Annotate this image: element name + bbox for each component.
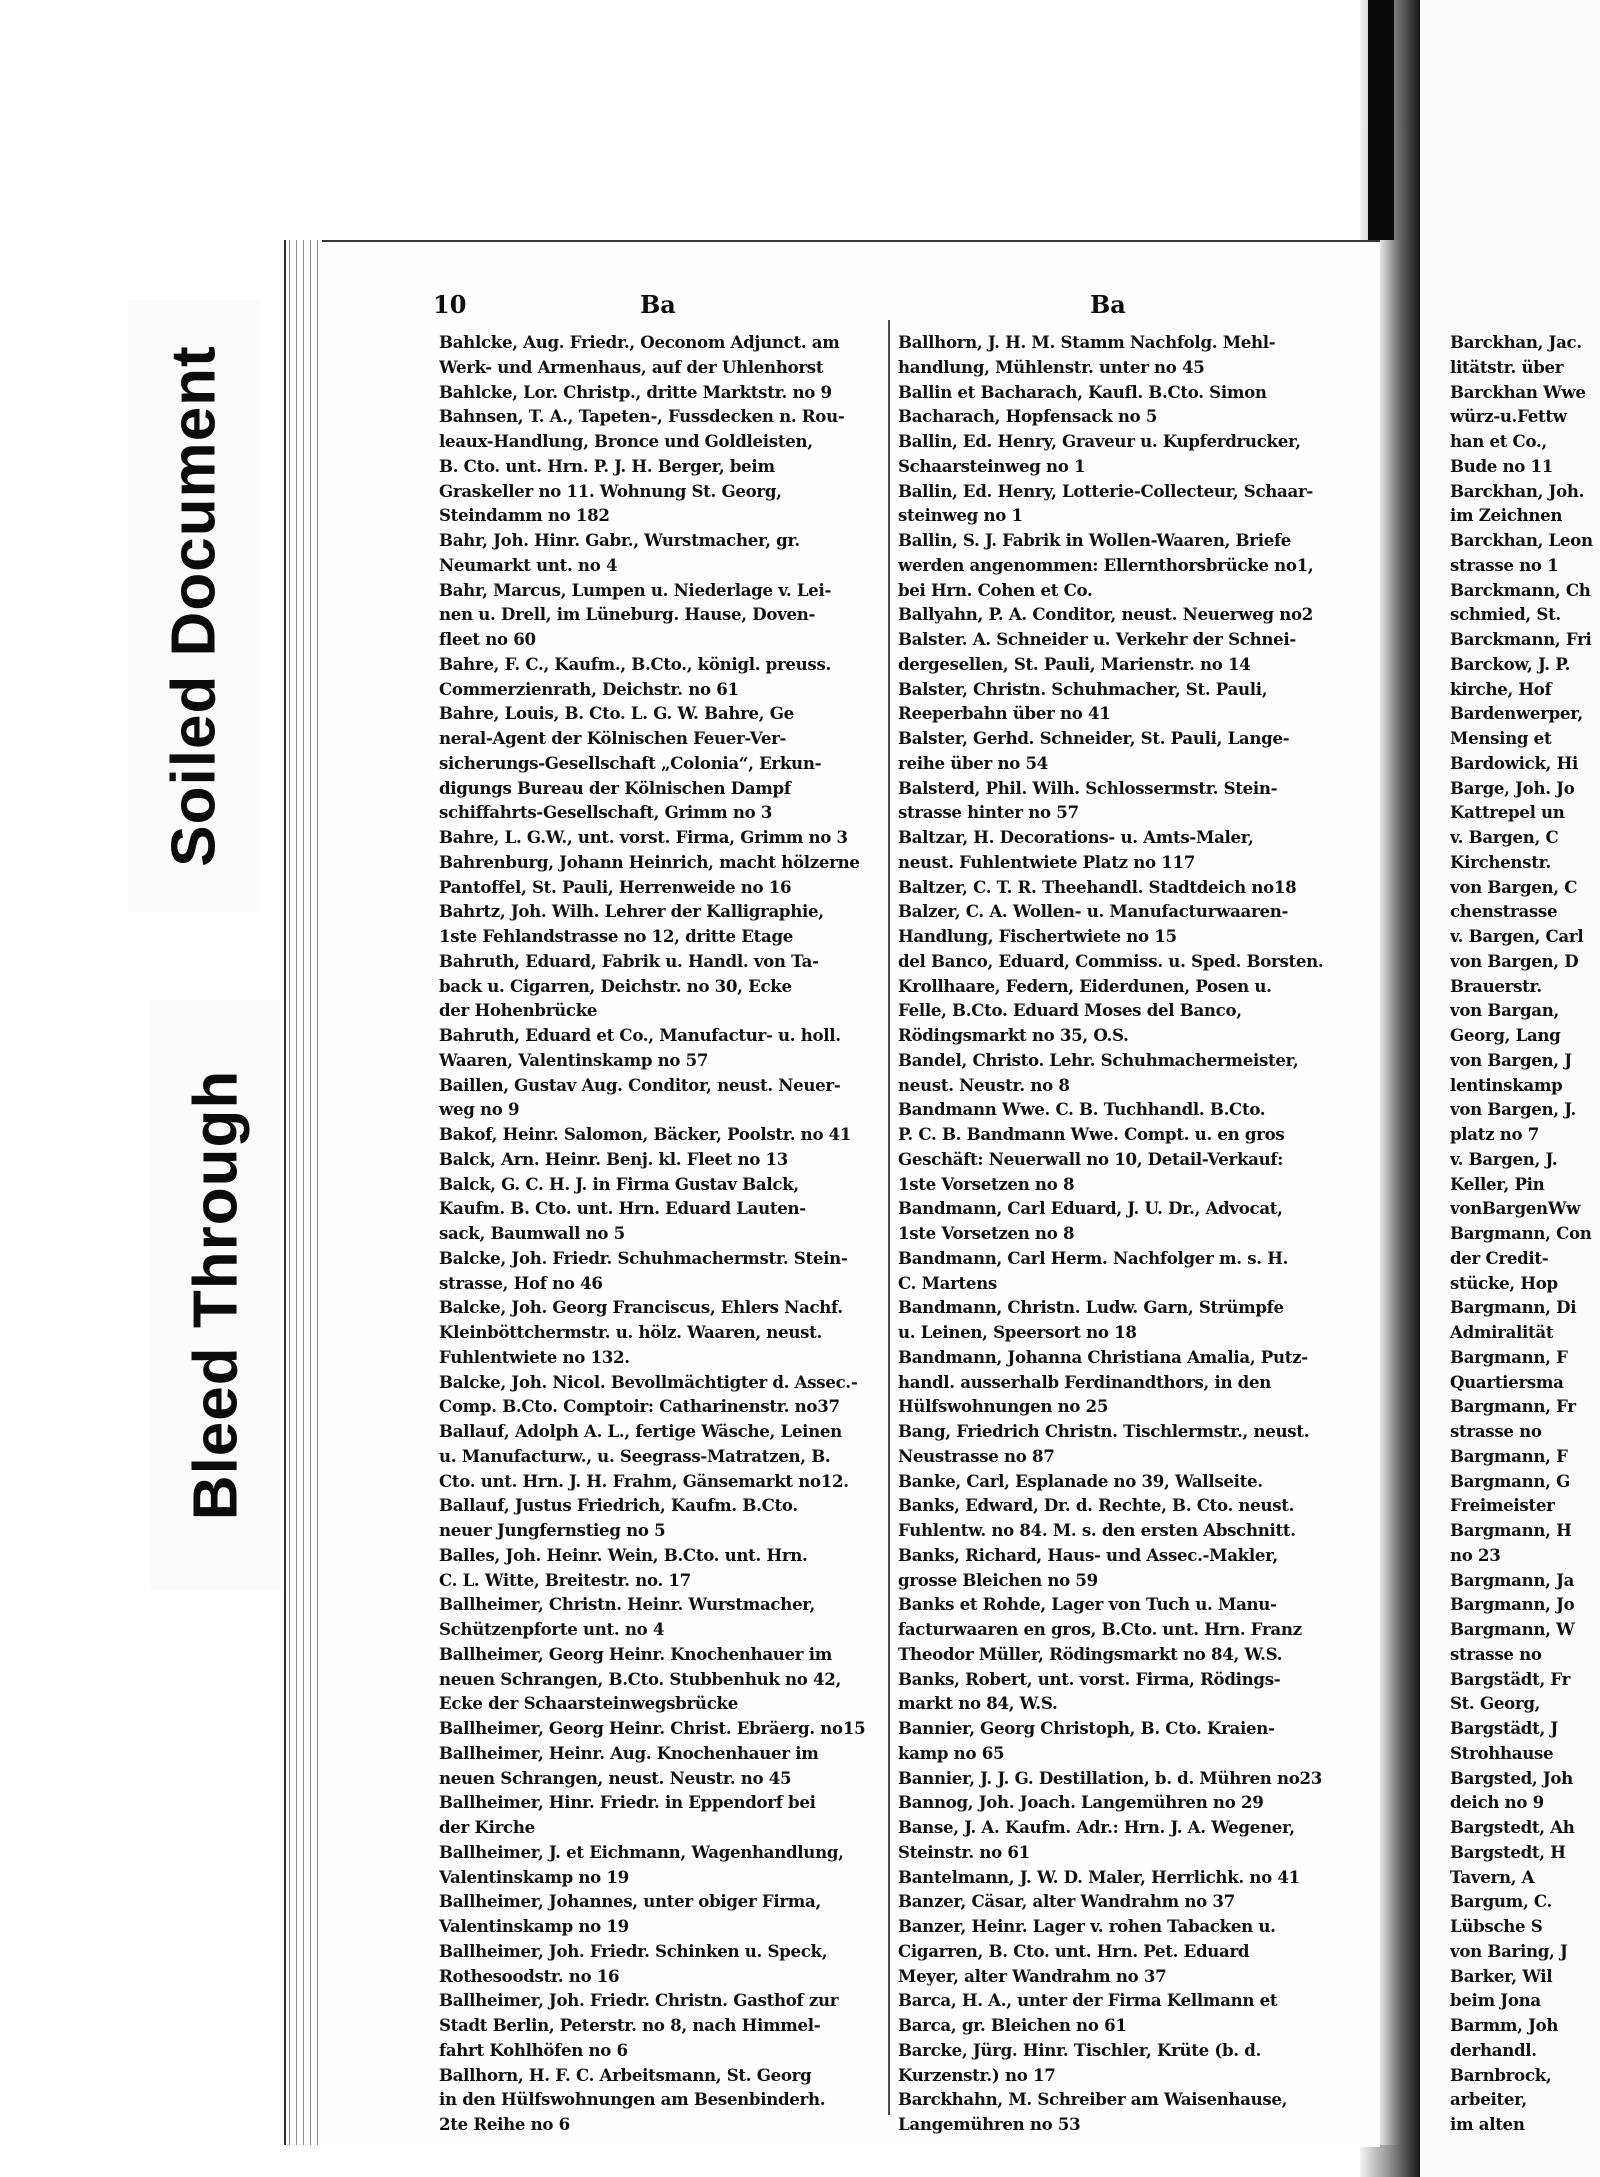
directory-entry-line: Balsterd, Phil. Wilh. Schlossermstr. Stein- [898,777,1278,798]
directory-entry-line: Meyer, alter Wandrahm no 37 [898,1965,1167,1986]
directory-entry-line: stücke, Hop [1450,1272,1558,1293]
directory-entry-line: Bargmann, F [1450,1346,1568,1367]
directory-entry-line: beim Jona [1450,1990,1541,2011]
directory-entry-line: Bahre, Louis, B. Cto. L. G. W. Bahre, Ge [439,703,794,724]
directory-entry-line: Handlung, Fischertwiete no 15 [898,926,1177,946]
directory-entry-line: Ballheimer, Hinr. Friedr. in Eppendorf bei [439,1792,816,1813]
directory-entry-line: kamp no 65 [898,1742,1005,1763]
directory-entry-line: Kattrepel un [1450,802,1565,823]
directory-entry-line: reihe über no 54 [898,752,1048,773]
directory-entry-line: Bahlcke, Lor. Christp., dritte Marktstr. no 9 [439,381,832,402]
directory-entry-line: Balck, Arn. Heinr. Benj. kl. Fleet no 13 [439,1148,789,1169]
directory-entry-line: strasse hinter no 57 [898,802,1079,823]
directory-entry-line: weg no 9 [439,1099,520,1120]
bleed-through-label [150,1000,282,1590]
directory-entry-line: no 23 [1450,1544,1501,1565]
directory-entry-line: Bahlcke, Aug. Friedr., Oeconom Adjunct. am [439,332,840,352]
directory-entry-line: lentinskamp [1450,1074,1563,1095]
directory-entry-line: Bahrenburg, Johann Heinrich, macht hölzerne [439,851,860,872]
directory-entry-line: Bahr, Joh. Hinr. Gabr., Wurstmacher, gr. [439,530,800,550]
directory-entry-line: schmied, St. [1450,604,1561,625]
directory-entry-line: Neumarkt unt. no 4 [439,554,618,575]
directory-entry-line: del Banco, Eduard, Commiss. u. Sped. Borsten. [898,950,1324,971]
directory-entry-line: neuer Jungfernstieg no 5 [439,1520,666,1540]
directory-entry-line: Freimeister [1450,1495,1555,1516]
directory-entry-line: im alten [1450,2114,1525,2134]
binding-strip [1368,0,1394,250]
directory-entry-line: Ballhorn, H. F. C. Arbeitsmann, St. Georg [439,2064,812,2085]
directory-entry-line: arbeiter, [1450,2089,1527,2110]
directory-entry-line: Bargsted, Joh [1450,1767,1573,1788]
directory-entry-line: werden angenommen: Ellernthorsbrücke no1, [898,554,1314,575]
directory-entry-line: Bardowick, Hi [1450,752,1579,773]
directory-entry-line: Waaren, Valentinskamp no 57 [439,1049,709,1070]
running-header-right: Ba [1090,290,1126,319]
directory-entry-line: Ballheimer, Georg Heinr. Knochenhauer im [439,1643,832,1664]
directory-entry-line: Brauerstr. [1450,975,1542,996]
directory-entry-line: Tavern, A [1450,1866,1535,1887]
directory-entry-line: Bargmann, Jo [1450,1594,1575,1615]
directory-entry-line: Bacharach, Hopfensack no 5 [898,406,1158,427]
directory-entry-line: v. Bargen, Carl [1450,926,1584,946]
directory-entry-line: Bargmann, F [1450,1445,1568,1466]
directory-entry-line: derhandl. [1450,2039,1537,2060]
directory-entry-line: Balster, Gerhd. Schneider, St. Pauli, Lange- [898,728,1290,748]
directory-entry-line: Steinstr. no 61 [898,1841,1030,1862]
directory-entry-line: vonBargenWw [1450,1198,1581,1219]
directory-entry-line: Kleinböttchermstr. u. hölz. Waaren, neust. [439,1322,822,1342]
directory-entry-line: von Bargen, C [1450,876,1578,897]
directory-entry-line: Balster, Christn. Schuhmacher, St. Pauli, [898,678,1268,699]
directory-entry-line: Banks, Richard, Haus- und Assec.-Makler, [898,1544,1278,1565]
directory-entry-line: C. L. Witte, Breitestr. no. 17 [439,1569,691,1590]
directory-entry-line: neust. Fuhlentwiete Platz no 117 [898,851,1195,872]
directory-entry-line: Ecke der Schaarsteinwegsbrücke [439,1693,738,1714]
directory-entry-line: Balcke, Joh. Georg Franciscus, Ehlers Nachf. [439,1297,843,1318]
directory-entry-line: Ballheimer, Christn. Heinr. Wurstmacher, [439,1594,815,1615]
directory-entry-line: back u. Cigarren, Deichstr. no 30, Ecke [439,975,792,996]
soiled-document-text: Soiled Document [159,345,229,867]
directory-entry-line: von Baring, J [1450,1940,1568,1961]
directory-entry-line: Cigarren, B. Cto. unt. Hrn. Pet. Eduard [898,1940,1250,1961]
directory-entry-line: Admiralität [1450,1322,1554,1342]
directory-entry-line: Werk- und Armenhaus, auf der Uhlenhorst [439,356,824,377]
directory-entry-line: handl. ausserhalb Ferdinandthors, in den [898,1371,1272,1392]
directory-entry-line: neuen Schrangen, B.Cto. Stubbenhuk no 42, [439,1668,842,1689]
directory-entry-line: deich no 9 [1450,1792,1544,1813]
directory-entry-line: strasse, Hof no 46 [439,1272,603,1293]
directory-entry-line: Bandmann Wwe. C. B. Tuchhandl. B.Cto. [898,1099,1266,1120]
directory-entry-line: Bahr, Marcus, Lumpen u. Niederlage v. Lei- [439,579,832,600]
directory-entry-line: im Zeichnen [1450,505,1563,526]
directory-entry-line: Comp. B.Cto. Comptoir: Catharinenstr. no37 [439,1396,840,1417]
directory-entry-line: der Hohenbrücke [439,1000,598,1021]
directory-entry-line: Bandmann, Carl Herm. Nachfolger m. s. H. [898,1247,1289,1268]
directory-entry-line: Bargstädt, Fr [1450,1668,1571,1689]
directory-entry-line: Valentinskamp no 19 [439,1916,629,1936]
directory-entry-line: Bahruth, Eduard et Co., Manufactur- u. holl. [439,1025,841,1045]
directory-entry-line: Bang, Friedrich Christn. Tischlermstr., neust. [898,1421,1310,1441]
page-gutter [1380,240,1402,2145]
directory-entry-line: Bahre, L. G.W., unt. vorst. Firma, Grimm no 3 [439,827,848,847]
column-divider [888,320,890,2115]
directory-entry-line: Keller, Pin [1450,1173,1545,1194]
directory-entry-line: neuen Schrangen, neust. Neustr. no 45 [439,1767,792,1788]
directory-entry-line: Bandmann, Johanna Christiana Amalia, Putz- [898,1346,1308,1367]
book-page-edges [284,240,326,2145]
directory-entry-line: strasse no 1 [1450,554,1559,575]
directory-entry-line: Barckmann, Fri [1450,629,1592,649]
directory-entry-line: Bargstedt, H [1450,1841,1566,1862]
directory-entry-line: Bahre, F. C., Kaufm., B.Cto., königl. preuss. [439,653,831,674]
directory-entry-line: sack, Baumwall no 5 [439,1223,625,1243]
directory-entry-line: Stadt Berlin, Peterstr. no 8, nach Himmel- [439,2015,821,2035]
directory-entry-line: digungs Bureau der Kölnischen Dampf [439,777,791,798]
directory-entry-line: Neustrasse no 87 [898,1445,1055,1466]
directory-entry-line: Bandel, Christo. Lehr. Schuhmachermeister, [898,1049,1299,1070]
directory-entry-line: Cto. unt. Hrn. J. H. Frahm, Gänsemarkt no12. [439,1470,849,1491]
directory-entry-line: Ballin, Ed. Henry, Lotterie-Collecteur, Schaar- [898,480,1313,501]
directory-entry-line: Barckhan, Jac. [1450,332,1582,352]
directory-entry-line: han et Co., [1450,431,1547,451]
directory-entry-line: Rödingsmarkt no 35, O.S. [898,1025,1129,1045]
directory-entry-line: Barckhan, Joh. [1450,480,1585,501]
directory-entry-line: Bargmann, Di [1450,1297,1577,1318]
directory-entry-line: Barge, Joh. Jo [1450,777,1575,798]
directory-entry-line: fahrt Kohlhöfen no 6 [439,2039,628,2060]
directory-entry-line: litätstr. über [1450,356,1564,377]
directory-entry-line: Ballheimer, Joh. Friedr. Christn. Gasthof zur [439,1990,839,2011]
directory-entry-line: Bahruth, Eduard, Fabrik u. Handl. von Ta- [439,950,819,971]
directory-entry-line: Steindamm no 182 [439,505,610,526]
directory-entry-line: Bannier, J. J. G. Destillation, b. d. Mühren no23 [898,1767,1322,1788]
directory-entry-line: Balcke, Joh. Friedr. Schuhmachermstr. Stein- [439,1247,848,1268]
directory-entry-line: Lübsche S [1450,1916,1543,1936]
directory-entry-line: Banzer, Cäsar, alter Wandrahm no 37 [898,1891,1235,1912]
directory-entry-line: u. Leinen, Speersort no 18 [898,1322,1137,1342]
directory-entry-line: Strohhause [1450,1742,1554,1763]
soiled-document-label [128,300,260,912]
directory-entry-line: Geschäft: Neuerwall no 10, Detail-Verkauf: [898,1148,1284,1169]
running-header-left: Ba [640,290,676,319]
directory-entry-line: Barckhan Wwe [1450,381,1586,402]
directory-entry-line: leaux-Handlung, Bronce und Goldleisten, [439,431,813,451]
directory-entry-line: C. Martens [898,1272,997,1293]
directory-entry-line: facturwaaren en gros, B.Cto. unt. Hrn. Franz [898,1619,1302,1639]
directory-entry-line: Bahrtz, Joh. Wilh. Lehrer der Kalligraphie, [439,901,824,922]
directory-entry-line: neust. Neustr. no 8 [898,1074,1070,1095]
directory-entry-line: in den Hülfswohnungen am Besenbinderh. [439,2089,826,2110]
directory-entry-line: Banks, Edward, Dr. d. Rechte, B. Cto. neust. [898,1495,1295,1516]
directory-entry-line: Bardenwerper, [1450,703,1583,724]
directory-entry-line: Krollhaare, Federn, Eiderdunen, Posen u. [898,975,1272,996]
directory-entry-line: Georg, Lang [1450,1025,1561,1045]
directory-entry-line: Ballin, S. J. Fabrik in Wollen-Waaren, Briefe [898,530,1292,550]
directory-entry-line: Bandmann, Carl Eduard, J. U. Dr., Advocat, [898,1198,1283,1219]
directory-entry-line: der Kirche [439,1817,535,1837]
directory-entry-line: von Bargen, J. [1450,1099,1576,1120]
directory-entry-line: Balles, Joh. Heinr. Wein, B.Cto. unt. Hrn. [439,1544,808,1565]
directory-entry-line: Graskeller no 11. Wohnung St. Georg, [439,480,782,501]
directory-entry-line: Barcke, Jürg. Hinr. Tischler, Krüte (b. d. [898,2039,1261,2060]
directory-entry-line: Bakof, Heinr. Salomon, Bäcker, Poolstr. no 41 [439,1124,852,1144]
directory-entry-line: Ballheimer, Georg Heinr. Christ. Ebräerg. no15 [439,1718,866,1738]
directory-entry-line: Barca, gr. Bleichen no 61 [898,2015,1127,2035]
directory-entry-line: fleet no 60 [439,629,536,649]
directory-entry-line: Barckow, J. P. [1450,653,1571,674]
directory-entry-line: Banks, Robert, unt. vorst. Firma, Rödings- [898,1668,1281,1689]
directory-entry-line: Banzer, Heinr. Lager v. rohen Tabacken u. [898,1916,1276,1936]
directory-entry-line: Kirchenstr. [1450,851,1551,872]
directory-entry-line: Felle, B.Cto. Eduard Moses del Banco, [898,1000,1242,1021]
directory-entry-line: Barker, Wil [1450,1965,1553,1986]
directory-entry-line: Ballheimer, Joh. Friedr. Schinken u. Speck, [439,1940,828,1961]
directory-entry-line: kirche, Hof [1450,678,1552,699]
directory-entry-line: Bargmann, G [1450,1470,1570,1491]
directory-entry-line: Bahnsen, T. A., Tapeten-, Fussdecken n. Rou- [439,406,845,427]
directory-entry-line: u. Manufacturw., u. Seegrass-Matratzen, B. [439,1445,831,1466]
directory-entry-line: Bannog, Joh. Joach. Langemühren no 29 [898,1792,1264,1813]
directory-entry-line: Barckhan, Leon [1450,530,1593,550]
next-page-column [1450,330,1600,2137]
directory-entry-line: Bargmann, H [1450,1520,1572,1540]
directory-entry-line: Balster. A. Schneider u. Verkehr der Schnei- [898,629,1296,649]
directory-entry-line: von Bargen, J [1450,1049,1572,1070]
directory-entry-line: Fuhlentwiete no 132. [439,1346,630,1367]
directory-entry-line: Barckhahn, M. Schreiber am Waisenhause, [898,2089,1288,2110]
directory-entry-line: 2te Reihe no 6 [439,2114,570,2134]
directory-entry-line: Barckmann, Ch [1450,579,1591,600]
directory-entry-line: Banse, J. A. Kaufm. Adr.: Hrn. J. A. Wegener, [898,1817,1295,1837]
directory-entry-line: markt no 84, W.S. [898,1693,1058,1714]
directory-entry-line: Bargmann, W [1450,1619,1575,1639]
left-column [439,330,879,2137]
directory-entry-line: Kaufm. B. Cto. unt. Hrn. Eduard Lauten- [439,1198,806,1219]
directory-entry-line: schiffahrts-Gesellschaft, Grimm no 3 [439,802,773,823]
directory-entry-line: Bude no 11 [1450,455,1554,476]
directory-entry-line: Balzer, C. A. Wollen- u. Manufacturwaaren- [898,901,1289,922]
directory-entry-line: 1ste Vorsetzen no 8 [898,1173,1075,1194]
directory-entry-line: Balck, G. C. H. J. in Firma Gustav Balck, [439,1173,799,1194]
directory-entry-line: Ballhorn, J. H. M. Stamm Nachfolg. Mehl- [898,332,1276,352]
directory-entry-line: grosse Bleichen no 59 [898,1569,1098,1590]
directory-entry-line: neral-Agent der Kölnischen Feuer-Ver- [439,728,787,748]
directory-entry-line: Barca, H. A., unter der Firma Kellmann et [898,1990,1278,2011]
directory-entry-line: Ballin, Ed. Henry, Graveur u. Kupferdrucker, [898,431,1301,451]
directory-entry-line: Schützenpforte unt. no 4 [439,1619,665,1639]
directory-entry-line: 1ste Vorsetzen no 8 [898,1223,1075,1243]
directory-entry-line: strasse no [1450,1643,1542,1664]
directory-entry-line: steinweg no 1 [898,505,1023,526]
directory-entry-line: Bannier, Georg Christoph, B. Cto. Kraien- [898,1718,1275,1738]
directory-entry-line: der Credit- [1450,1247,1549,1268]
directory-entry-line: Bargstädt, J [1450,1718,1558,1738]
directory-entry-line: würz-u.Fettw [1450,406,1567,427]
directory-entry-line: 1ste Fehlandstrasse no 12, dritte Etage [439,926,794,946]
directory-entry-line: Baltzer, C. T. R. Theehandl. Stadtdeich no18 [898,876,1297,897]
directory-entry-line: Bandmann, Christn. Ludw. Garn, Strümpfe [898,1297,1284,1318]
directory-entry-line: Bargmann, Fr [1450,1396,1576,1417]
directory-entry-line: Valentinskamp no 19 [439,1866,629,1887]
directory-entry-line: chenstrasse [1450,901,1558,922]
page-number: 10 [433,290,467,319]
directory-entry-line: Balcke, Joh. Nicol. Bevollmächtigter d. Assec.- [439,1371,858,1392]
directory-entry-line: Ballauf, Justus Friedrich, Kaufm. B.Cto. [439,1495,798,1516]
directory-entry-line: von Bargan, [1450,1000,1559,1021]
directory-entry-line: Ballheimer, Johannes, unter obiger Firma, [439,1891,821,1912]
directory-entry-line: handlung, Mühlenstr. unter no 45 [898,356,1205,377]
directory-entry-line: Langemühren no 53 [898,2114,1081,2134]
directory-entry-line: Commerzienrath, Deichstr. no 61 [439,678,739,699]
directory-entry-line: Bantelmann, J. W. D. Maler, Herrlichk. no 41 [898,1866,1300,1887]
directory-entry-line: Barmm, Joh [1450,2015,1559,2035]
directory-entry-line: Ballyahn, P. A. Conditor, neust. Neuerweg no2 [898,604,1313,625]
directory-entry-line: Pantoffel, St. Pauli, Herrenweide no 16 [439,876,792,897]
directory-entry-line: Baillen, Gustav Aug. Conditor, neust. Neuer- [439,1074,841,1095]
directory-entry-line: Schaarsteinweg no 1 [898,455,1086,476]
directory-entry-line: Banks et Rohde, Lager von Tuch u. Manu- [898,1594,1277,1615]
directory-entry-line: P. C. B. Bandmann Wwe. Compt. u. en gros [898,1124,1285,1144]
directory-entry-line: Bargmann, Con [1450,1223,1592,1243]
directory-entry-line: nen u. Drell, im Lüneburg. Hause, Doven- [439,604,816,625]
directory-entry-line: platz no 7 [1450,1124,1539,1144]
directory-entry-line: v. Bargen, J. [1450,1148,1558,1169]
directory-entry-line: Ballheimer, J. et Eichmann, Wagenhandlung, [439,1841,844,1862]
directory-entry-line: Bargum, C. [1450,1891,1552,1912]
directory-entry-line: Banke, Carl, Esplanade no 39, Wallseite. [898,1470,1263,1491]
bleed-through-text: Bleed Through [181,1069,251,1521]
directory-entry-line: Baltzar, H. Decorations- u. Amts-Maler, [898,827,1254,847]
directory-entry-line: Hülfswohnungen no 25 [898,1396,1109,1417]
directory-entry-line: St. Georg, [1450,1693,1541,1714]
directory-entry-line: sicherungs-Gesellschaft „Colonia“, Erkun- [439,752,822,773]
directory-entry-line: Mensing et [1450,728,1552,748]
directory-entry-line: Fuhlentw. no 84. M. s. den ersten Abschnitt. [898,1520,1296,1540]
directory-entry-line: Bargmann, Ja [1450,1569,1575,1590]
directory-entry-line: v. Bargen, C [1450,827,1559,847]
directory-entry-line: Reeperbahn über no 41 [898,703,1111,724]
directory-entry-line: Theodor Müller, Rödingsmarkt no 84, W.S. [898,1643,1283,1664]
directory-entry-line: Barnbrock, [1450,2064,1552,2085]
directory-entry-line: Kurzenstr.) no 17 [898,2064,1056,2085]
directory-entry-line: Rothesoodstr. no 16 [439,1965,620,1986]
directory-entry-line: Ballheimer, Heinr. Aug. Knochenhauer im [439,1742,819,1763]
directory-entry-line: dergesellen, St. Pauli, Marienstr. no 14 [898,653,1251,674]
directory-entry-line: bei Hrn. Cohen et Co. [898,579,1093,600]
directory-entry-line: Ballauf, Adolph A. L., fertige Wäsche, Leinen [439,1421,842,1441]
directory-entry-line: strasse no [1450,1421,1542,1441]
directory-entry-line: Bargstedt, Ah [1450,1817,1575,1837]
directory-entry-line: von Bargen, D [1450,950,1579,971]
right-column [898,330,1338,2137]
directory-entry-line: B. Cto. unt. Hrn. P. J. H. Berger, beim [439,455,775,476]
directory-entry-line: Quartiersma [1450,1371,1564,1392]
directory-entry-line: Ballin et Bacharach, Kaufl. B.Cto. Simon [898,381,1267,402]
